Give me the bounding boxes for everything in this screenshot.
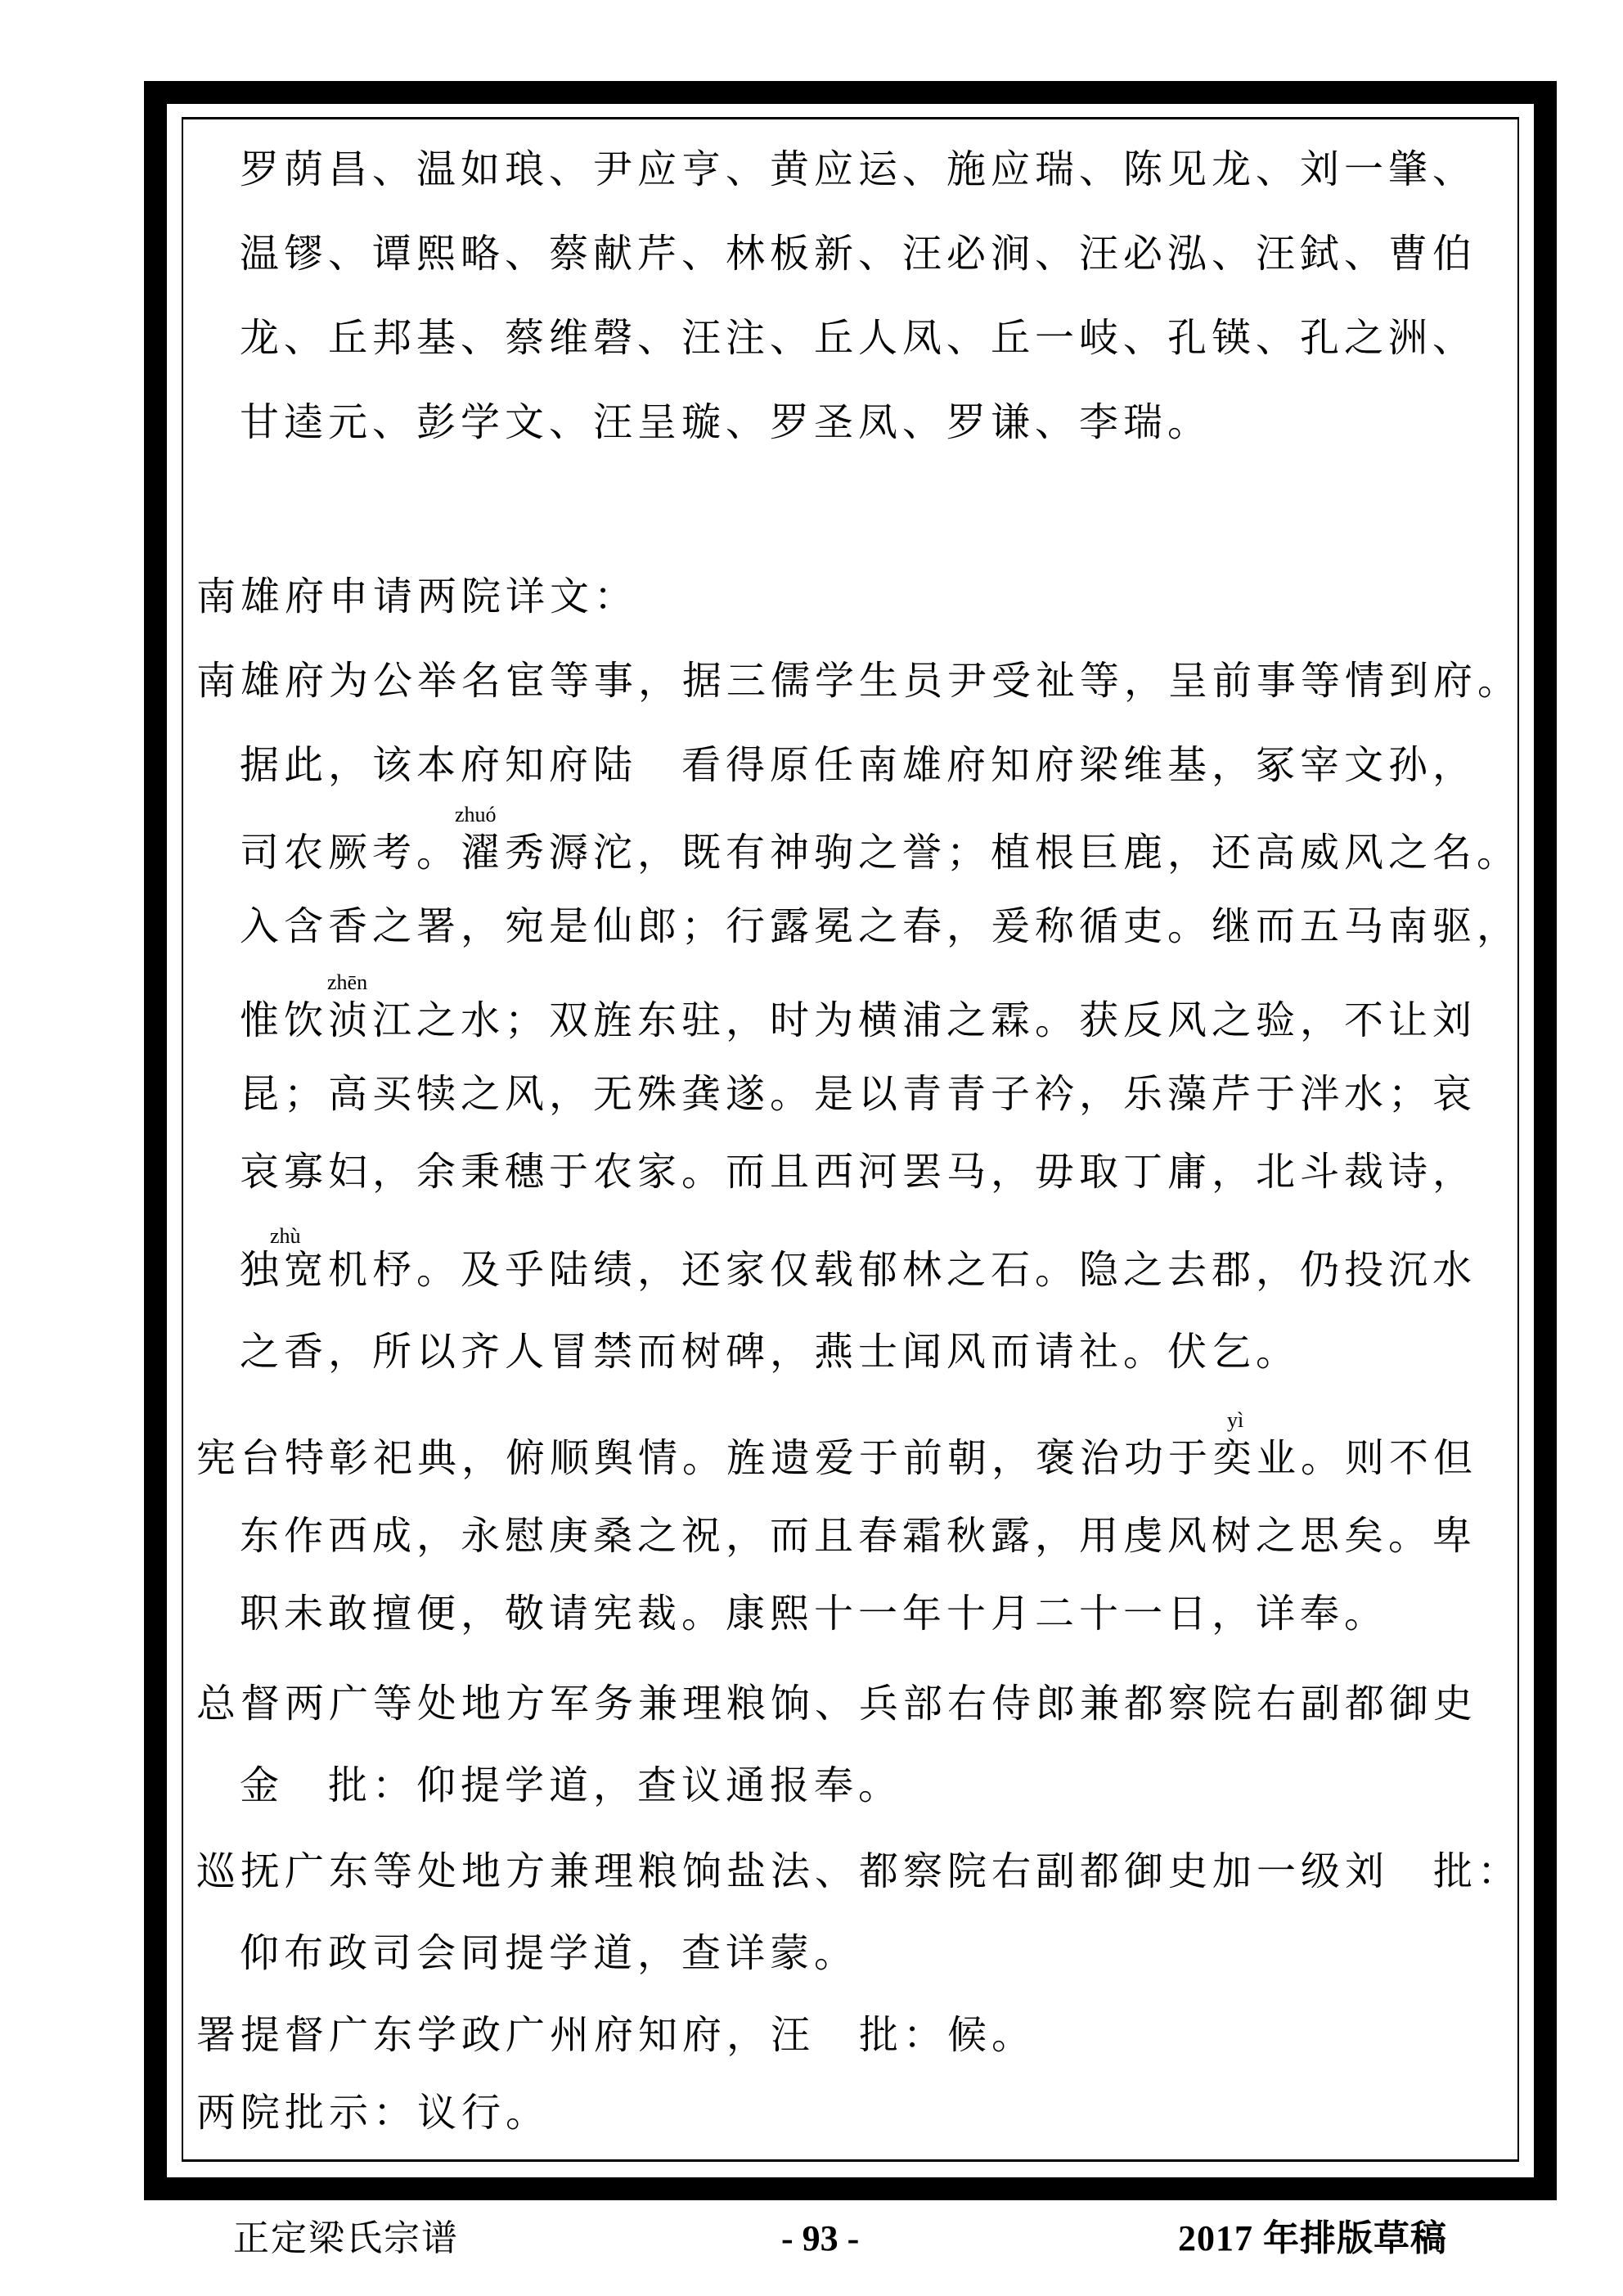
footer-book-title: 正定梁氏宗谱 [233, 2218, 459, 2258]
appeal-opening: 宪台特彰祀典，俯顺舆情。旌遗爱于前朝，褒治功于奕业。则不但 [196, 1435, 1478, 1481]
approval-3-title: 署提督广东学政广州府知府，汪 批：候。 [196, 2012, 1036, 2058]
pinyin-zhu: zhù [270, 1224, 301, 1248]
names-line-1: 罗荫昌、温如琅、尹应亨、黄应运、施应瑞、陈见龙、刘一肇、 [240, 146, 1477, 192]
petition-line-7: 独宽机杼。及乎陆绩，还家仅载郁林之石。隐之去郡，仍投沉水 [240, 1247, 1477, 1293]
approval-2-continuation: 仰布政司会同提学道，查详蒙。 [240, 1930, 859, 1976]
approval-1-title: 总督两广等处地方军务兼理粮饷、兵部右侍郎兼都察院右副都御史 [196, 1681, 1478, 1727]
petition-line-1: 据此，该本府知府陆 看得原任南雄府知府梁维基，冢宰文孙， [240, 742, 1477, 788]
petition-line-5: 昆；高买犊之风，无殊龚遂。是以青青子衿，乐藻芹于泮水；哀 [240, 1071, 1477, 1117]
petition-line-6: 哀寡妇，余秉穗于农家。而且西河罢马，毋取丁庸，北斗裁诗， [240, 1149, 1477, 1195]
approval-1-continuation: 金 批：仰提学道，查议通报奉。 [240, 1763, 903, 1808]
section-heading: 南雄府申请两院详文： [196, 574, 639, 619]
names-line-4: 甘逵元、彭学文、汪呈璇、罗圣凤、罗谦、李瑞。 [240, 399, 1212, 445]
petition-line-8: 之香，所以齐人冒禁而树碑，燕士闻风而请社。伏乞。 [240, 1329, 1301, 1375]
pinyin-zhen: zhēn [327, 970, 368, 994]
footer-draft-note: 2017 年排版草稿 [1178, 2218, 1447, 2258]
petition-line-4: 惟饮浈江之水；双旌东驻，时为横浦之霖。获反风之验，不让刘 [240, 997, 1477, 1043]
appeal-line-1: 东作西成，永慰庚桑之祝，而且春霜秋露，用虔风树之思矣。卑 [240, 1513, 1477, 1559]
petition-line-3: 入含香之署，宛是仙郎；行露冕之春，爰称循吏。继而五马南驱， [240, 903, 1522, 949]
pinyin-yi: yì [1227, 1408, 1244, 1432]
names-line-3: 龙、丘邦基、蔡维磬、汪注、丘人凤、丘一岐、孔锳、孔之洲、 [240, 315, 1477, 361]
appeal-line-2: 职未敢擅便，敬请宪裁。康熙十一年十月二十一日，详奉。 [240, 1591, 1389, 1636]
petition-opening: 南雄府为公举名宦等事，据三儒学生员尹受祉等，呈前事等情到府。 [196, 658, 1522, 704]
names-line-2: 温镠、谭熙略、蔡献芹、林板新、汪必涧、汪必泓、汪鉽、曹伯 [240, 231, 1477, 277]
petition-line-2: 司农厥考。濯秀溽沱，既有神驹之誉；植根巨鹿，还高威风之名。 [240, 830, 1522, 876]
pinyin-zhuo: zhuó [455, 803, 497, 826]
footer-page-number: - 93 - [781, 2218, 860, 2258]
approval-4-title: 两院批示：议行。 [196, 2090, 551, 2136]
approval-2-title: 巡抚广东等处地方兼理粮饷盐法、都察院右副都御史加一级刘 批： [196, 1848, 1522, 1894]
